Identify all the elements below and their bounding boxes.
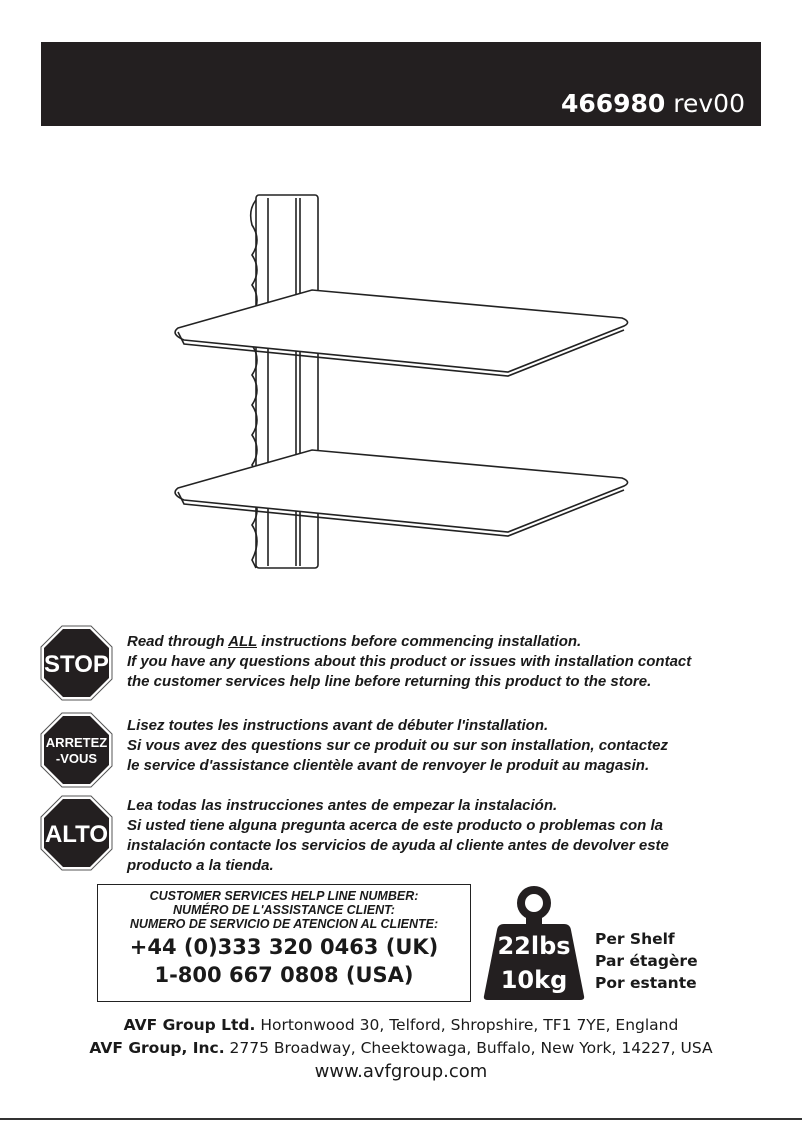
bottom-shelf <box>175 450 627 532</box>
stop-sign-icon <box>40 625 113 701</box>
weight-icon <box>480 884 588 1002</box>
uk-address-text: Hortonwood 30, Telford, Shropshire, TF1 7YE, England <box>255 1016 679 1034</box>
warning-spanish <box>127 796 669 876</box>
sign-text-1: ARRETEZ <box>45 735 108 750</box>
weight-lbs: 22lbs <box>497 932 571 960</box>
per-shelf-es: Por estante <box>595 974 697 992</box>
us-address <box>0 1039 802 1057</box>
top-shelf <box>175 290 627 372</box>
sign-text-2: -VOUS <box>55 751 98 766</box>
warn-fr-2: Si vous avez des questions sur ce produit ou sur son installation, contactez <box>127 737 668 754</box>
us-address-text: 2775 Broadway, Cheektowaga, Buffalo, New York, 14227, USA <box>224 1039 713 1057</box>
warn-es-3: instalación contacte los servicios de ayuda al cliente antes de devolver este <box>127 837 669 854</box>
per-shelf-text <box>595 928 698 994</box>
warn-en-2: If you have any questions about this product or issues with installation contact <box>127 653 692 670</box>
product-number: 466980 <box>560 89 666 118</box>
shelf-illustration <box>160 185 640 585</box>
phone-usa: 1-800 667 0808 (USA) <box>154 963 414 987</box>
website-link[interactable]: www.avfgroup.com <box>314 1061 488 1082</box>
helpline-label-es: NUMERO DE SERVICIO DE ATENCION AL CLIENTE: <box>129 917 439 931</box>
warn-es-4: producto a la tienda. <box>127 857 274 874</box>
header-bar <box>41 42 761 126</box>
per-shelf-fr: Par étagère <box>595 952 698 970</box>
warn-es-1: Lea todas las instrucciones antes de empezar la instalación. <box>127 797 558 814</box>
bottom-rule <box>0 1118 802 1120</box>
stop-sign-text: STOP <box>44 651 109 678</box>
per-shelf-en: Per Shelf <box>595 930 675 948</box>
revision: rev00 <box>673 89 745 118</box>
uk-address <box>0 1016 802 1034</box>
helpline-label-fr: NUMÉRO DE L'ASSISTANCE CLIENT: <box>173 903 395 917</box>
warning-french <box>127 716 668 776</box>
uk-company: AVF Group Ltd. <box>123 1016 256 1034</box>
product-code <box>561 89 745 118</box>
warn-es-2: Si usted tiene alguna pregunta acerca de este producto o problemas con la <box>127 817 663 834</box>
warn-fr-3: le service d'assistance clientèle avant de renvoyer le produit au magasin. <box>127 757 650 774</box>
alto-sign-icon <box>40 795 113 871</box>
warn-fr-1: Lisez toutes les instructions avant de débuter l'installation. <box>127 717 549 734</box>
phone-uk: +44 (0)333 320 0463 (UK) <box>129 935 439 959</box>
warn-en-1b: instructions before commencing installation. <box>257 633 582 650</box>
arretez-sign-icon <box>40 712 113 788</box>
weight-kg: 10kg <box>500 966 568 994</box>
warn-en-all: ALL <box>228 633 257 650</box>
us-company: AVF Group, Inc. <box>89 1039 225 1057</box>
warn-en-3: the customer services help line before returning this product to the store. <box>127 673 652 690</box>
warn-en-1a: Read through <box>127 633 229 650</box>
alto-sign-text: ALTO <box>44 821 109 848</box>
helpline-label-en: CUSTOMER SERVICES HELP LINE NUMBER: <box>149 889 419 903</box>
helpline-box <box>97 884 471 1002</box>
warning-english <box>127 632 691 692</box>
